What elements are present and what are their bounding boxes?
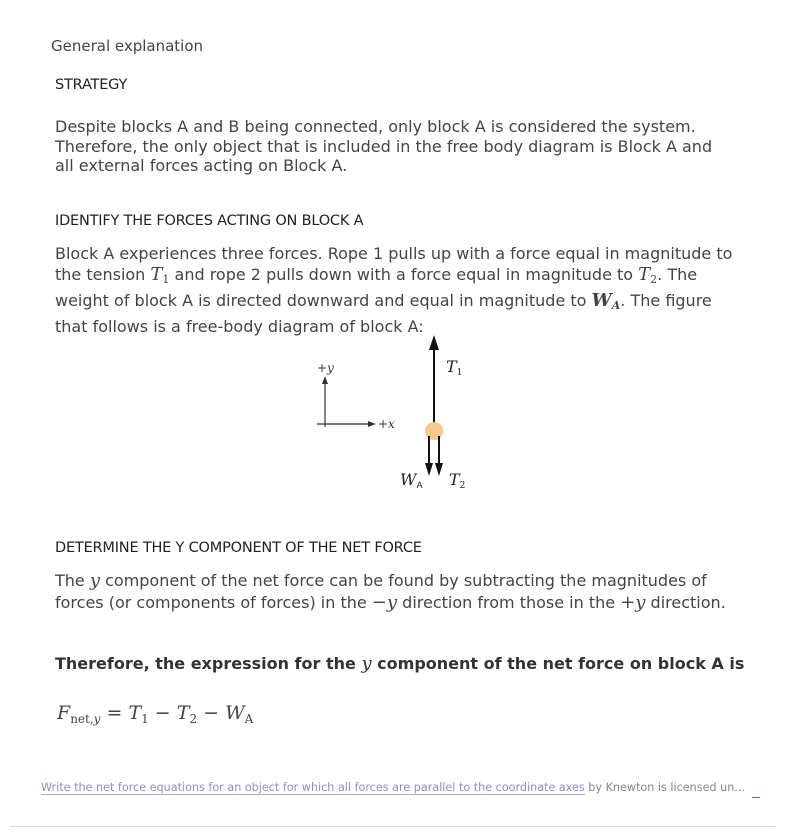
identify-title: IDENTIFY THE FORCES ACTING ON BLOCK A [55,213,364,229]
tension-1-letter: T [150,264,163,285]
tension-1-arrowhead [429,335,439,350]
tension-2-symbol [638,264,657,285]
weight-label-subscript: A [416,481,423,491]
block-a-point [425,422,443,440]
conclusion-text-part-2: component of the net force on block A is [371,654,745,673]
tension-2-letter: T [638,264,651,285]
net-force-text-part-2: component of the net force can be found by subtracting the magnitudes of forces (or components of forces) in the [55,571,707,612]
identify-text-part-2: and rope 2 pulls down with a force equal in magnitude to [169,265,639,284]
x-axis-label: +x [378,417,395,431]
weight-label-letter: W [400,470,417,489]
net-force-title: DETERMINE THE Y COMPONENT OF THE NET FORCE [55,540,422,556]
tension-1-label-letter: T [446,357,457,376]
identify-text [55,243,735,337]
conclusion-y-symbol: y [361,653,372,674]
conclusion-text-part-1: Therefore, the expression for the [55,654,362,673]
weight-a-subscript: A [611,299,621,312]
tension-1-label-subscript: 1 [456,368,463,378]
equation-f-subscript-y: y [93,712,101,726]
negative-y-symbol: −y [371,592,398,613]
equation-t1: T [128,702,142,724]
conclusion-text [55,653,744,674]
weight-a-letter: W [591,290,612,311]
attribution-rest: by Knewton is licensed un... [584,781,745,794]
net-force-equation [57,702,253,726]
positive-y-symbol: +y [620,592,646,613]
equation-f: F [57,702,71,724]
identify-text-part-4: . The figure that follows is a free-body diagram of block A: [55,291,712,336]
identify-text-part-3: . The weight of block A is directed downward and equal in magnitude to [55,265,698,310]
weight-arrowhead [425,463,433,476]
tension-2-label [449,470,465,491]
tension-2-label-letter: T [449,470,460,489]
tension-2-arrowhead [435,463,443,476]
equation-t1-subscript: 1 [141,712,149,726]
attribution [41,781,745,794]
equation-minus-1: − [148,702,177,724]
bottom-divider [10,826,775,827]
strategy-title: STRATEGY [55,77,128,93]
weight-label [400,470,423,491]
expand-dash-icon[interactable] [752,797,760,798]
strategy-text: Despite blocks A and B being connected, only block A is considered the system. Therefore, the only object that is included in the free body diagram is Block A and all external forces acting on Block A. [55,117,713,175]
equation-w-subscript: A [244,712,254,726]
equation-t2: T [176,702,190,724]
weight-a-symbol [592,290,621,311]
y-symbol: y [89,570,101,591]
tension-1-label [446,357,462,378]
x-axis-arrowhead [368,421,376,427]
y-axis-label: +y [317,361,334,375]
equation-w: W [225,702,245,724]
net-force-text-part-4: direction. [645,593,726,612]
equation-t2-subscript: 2 [189,712,198,726]
attribution-link[interactable]: Write the net force equations for an object for which all forces are parallel to the coordinate axes [41,781,585,794]
net-force-text-part-3: direction from those in the [397,593,621,612]
net-force-text-part-1: The [55,571,90,590]
coordinate-axes [317,382,370,427]
tension-1-subscript: 1 [162,273,170,286]
tension-2-label-subscript: 2 [459,481,466,491]
free-body-diagram [300,330,500,500]
net-force-text [55,570,735,614]
equation-f-subscript-net: net, [70,712,94,726]
tension-1-symbol [150,264,169,285]
y-axis-arrowhead [322,376,328,384]
equation-equals: = [100,702,129,724]
identify-text-part-1: Block A experiences three forces. Rope 1 pulls up with a force equal in magnitude to the tension [55,244,733,284]
explanation-header: General explanation [51,37,204,55]
tension-2-subscript: 2 [650,273,658,286]
equation-minus-2: − [197,702,226,724]
